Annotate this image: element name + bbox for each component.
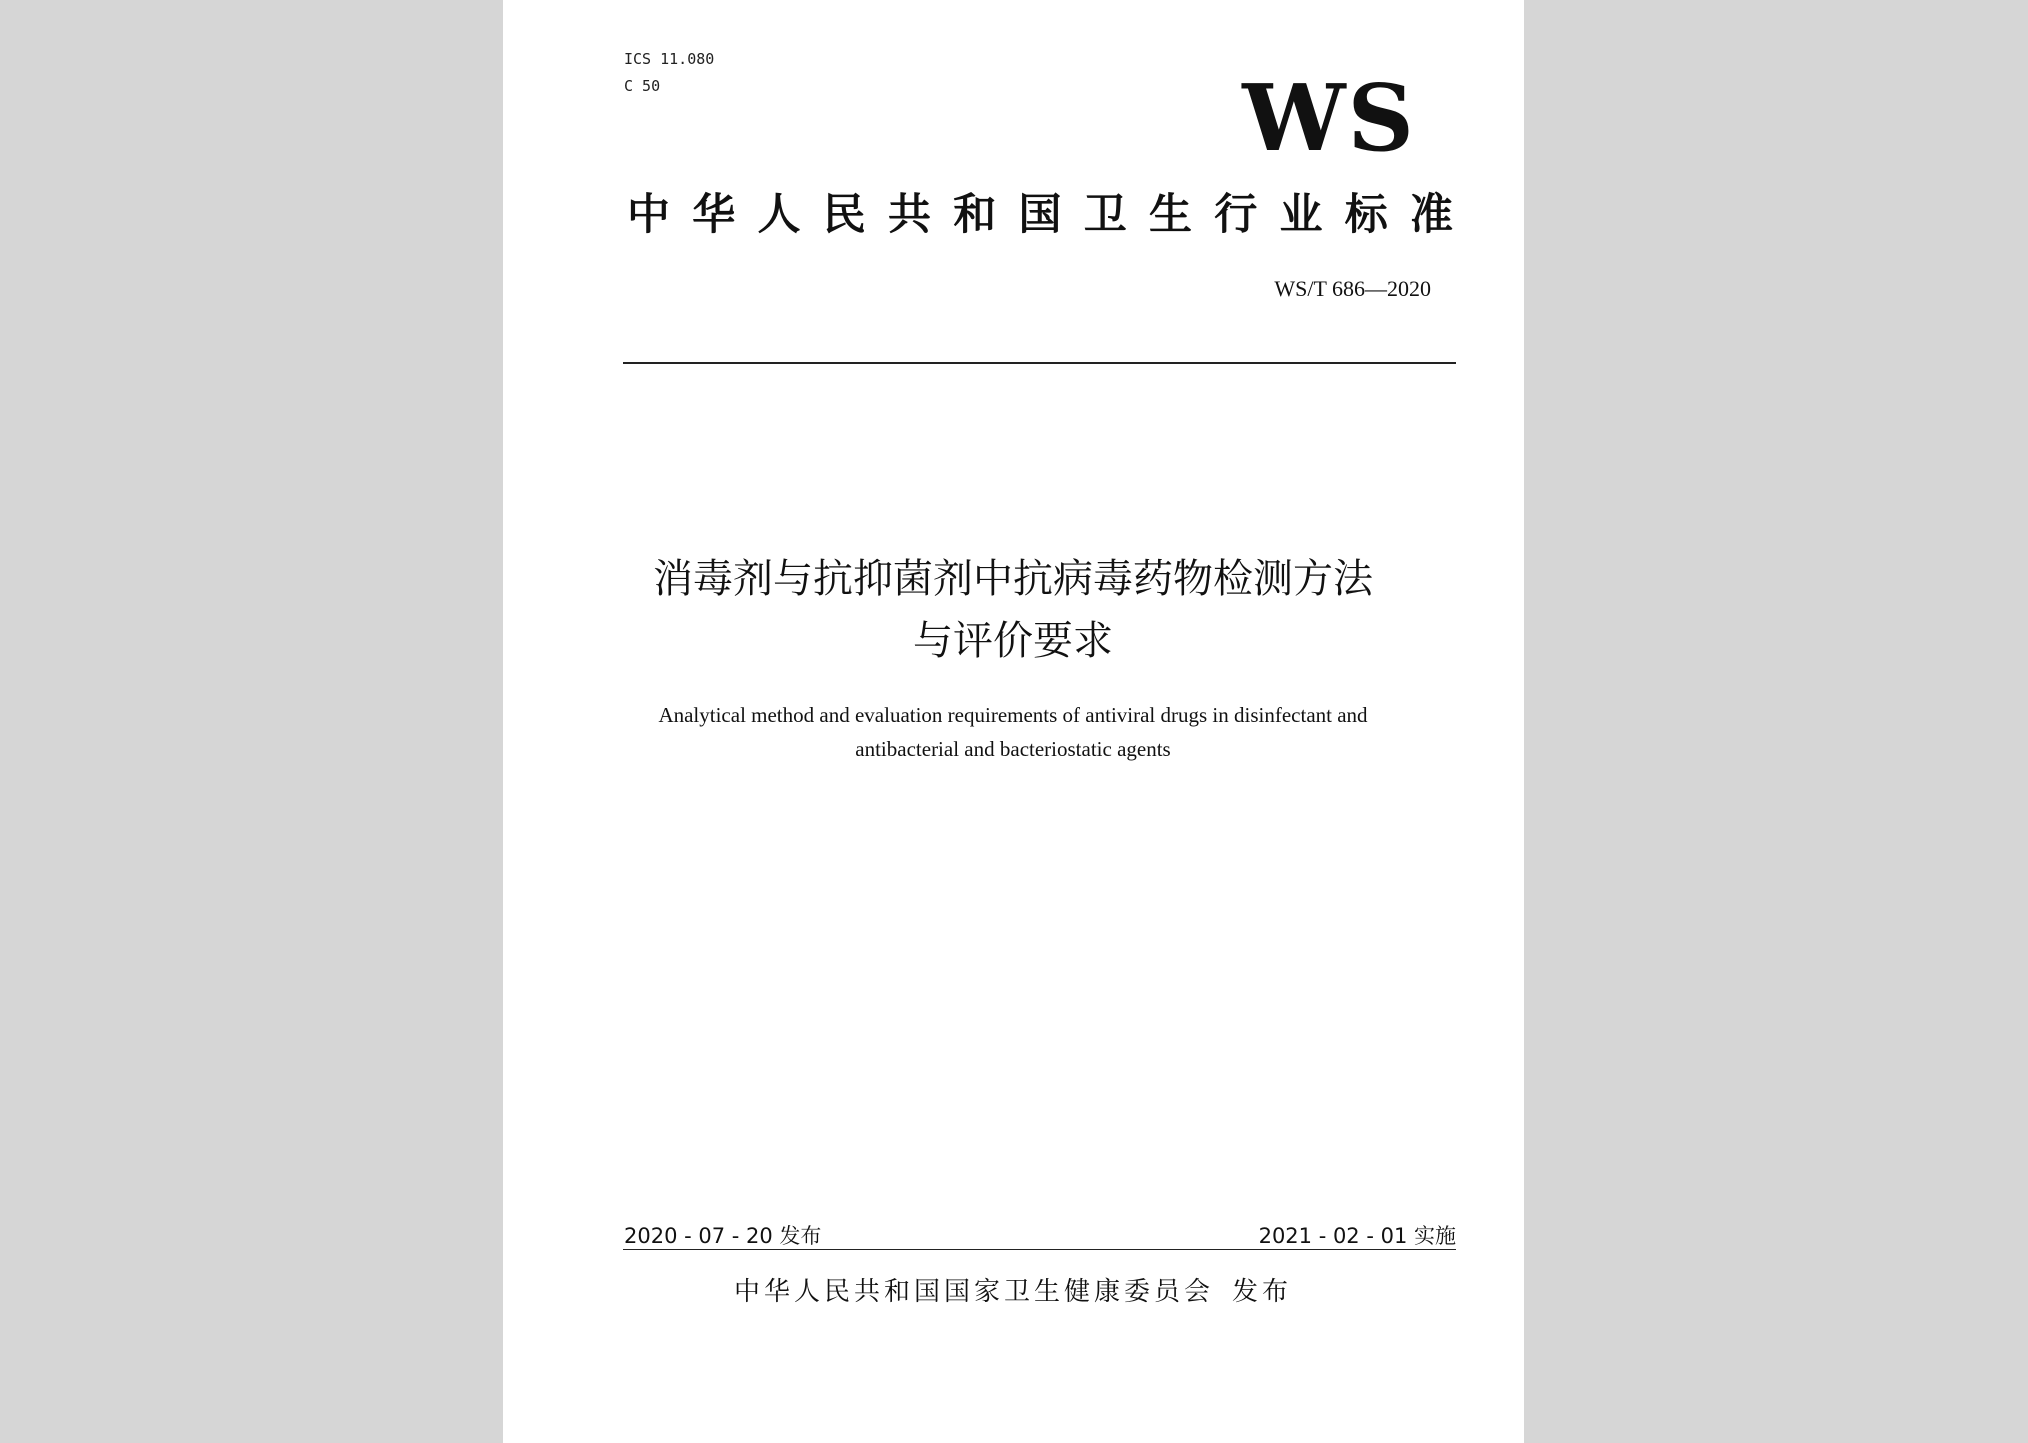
bottom-divider <box>623 1249 1456 1250</box>
ws-logo: WS <box>1242 64 1416 172</box>
chinese-title-line-2: 与评价要求 <box>913 618 1113 664</box>
implementation-date: 2021 - 02 - 01 实施 <box>1258 1224 1456 1248</box>
issuer-action: 发布 <box>1232 1277 1293 1307</box>
standard-type-title: 中华人民共和国卫生行业标准 <box>627 190 1453 240</box>
english-title-line-1: Analytical method and evaluation requirements of antiviral drugs in disinfectant and <box>658 703 1368 727</box>
top-divider <box>623 362 1456 364</box>
issue-date: 2020 - 07 - 20 发布 <box>624 1224 822 1248</box>
ccs-code: C 50 <box>624 77 661 95</box>
issuer-name: 中华人民共和国国家卫生健康委员会 <box>733 1277 1214 1307</box>
issuer-line <box>563 1271 1463 1308</box>
ics-code: ICS 11.080 <box>624 50 715 68</box>
chinese-title <box>563 548 1463 672</box>
english-title <box>563 698 1463 766</box>
english-title-line-2: antibacterial and bacteriostatic agents <box>855 737 1171 761</box>
chinese-title-line-1: 消毒剂与抗抑菌剂中抗病毒药物检测方法 <box>653 556 1373 602</box>
document-page <box>503 0 1524 1443</box>
standard-number: WS/T 686—2020 <box>1274 276 1431 301</box>
